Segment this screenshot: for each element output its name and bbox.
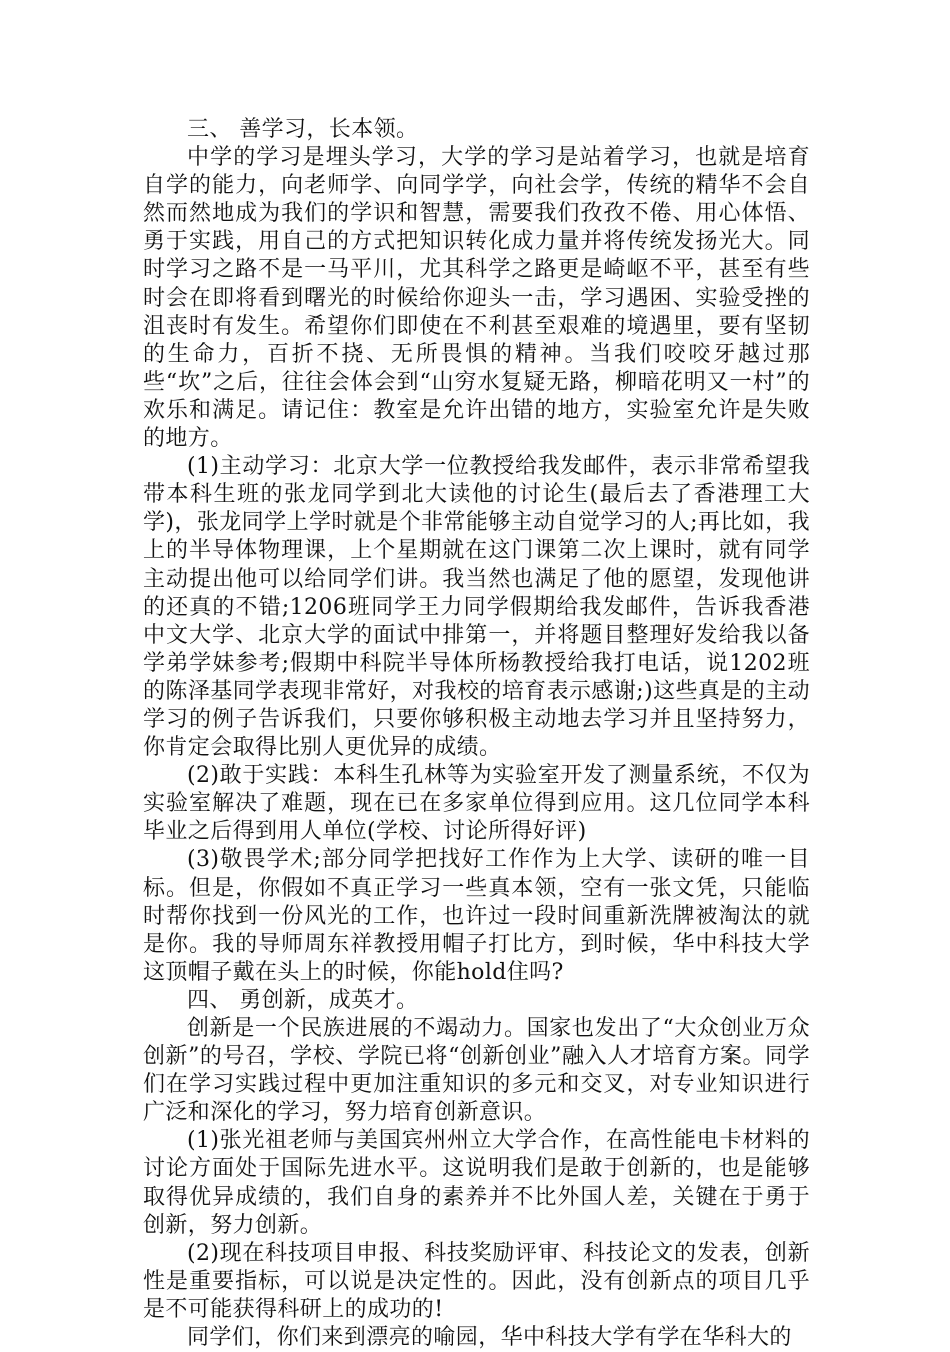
paragraph-practice: (2)敢于实践：本科生孔林等为实验室开发了测量系统，不仅为实验室解决了难题，现在已在多家单位得到应用。这几位同学本科毕业之后得到用人单位(学校、讨论所得好评) bbox=[143, 763, 810, 845]
section-heading-3: 三、 善学习，长本领。 bbox=[187, 117, 419, 142]
document-page bbox=[143, 116, 810, 1352]
paragraph-active-learning: (1)主动学习：北京大学一位教授给我发邮件，表示非常希望我带本科生班的张龙同学到北大读他的讨论生(最后去了香港理工大学)，张龙同学上学时就是个非常能够主动自觉学习的人;再比如，我上的半导体物理课，上个星期就在这门课第二次上课时，就有同学主动提出他可以给同学们讲。我当然也满足了他的愿望，发现他讲的还真的不错;1206班同学王力同学假期给我发邮件，告诉我香港中文大学、北京大学的面试中排第一，并将题目整理好发给我以备学弟学妹参考;假期中科院半导体所杨教授给我打电话，说1202班的陈泽基同学表现非常好，对我校的培育表示感谢;)这些真是的主动学习的例子告诉我们，只要你够积极主动地去学习并且坚持努力，你肯定会取得比别人更优异的成绩。 bbox=[143, 454, 810, 761]
paragraph-study-intro: 中学的学习是埋头学习，大学的学习是站着学习，也就是培育自学的能力，向老师学、向同学学，向社会学，传统的精华不会自然而然地成为我们的学识和智慧，需要我们孜孜不倦、用心体悟、勇于实践，用自己的方式把知识转化成力量并将传统发扬光大。同时学习之路不是一马平川，尤其科学之路更是崎岖不平，甚至有些时会在即将看到曙光的时候给你迎头一击，学习遇困、实验受挫的沮丧时有发生。希望你们即使在不利甚至艰难的境遇里，要有坚韧的生命力，百折不挠、无所畏惧的精神。当我们咬咬牙越过那些“坎”之后，往往会体会到“山穷水复疑无路，柳暗花明又一村”的欢乐和满足。请记住：教室是允许出错的地方，实验室允许是失败的地方。 bbox=[143, 145, 810, 452]
paragraph-innovation-example-1: (1)张光祖老师与美国宾州州立大学合作，在高性能电卡材料的讨论方面处于国际先进水平。这说明我们是敢于创新的，也是能够取得优异成绩的，我们自身的素养并不比外国人差，关键在于勇于创新，努力创新。 bbox=[143, 1128, 810, 1238]
paragraph-respect-academics: (3)敬畏学术;部分同学把找好工作作为上大学、读研的唯一目标。但是，你假如不真正学习一些真本领，空有一张文凭，只能临时帮你找到一份风光的工作，也许过一段时间重新洗牌被淘汰的就是你。我的导师周东祥教授用帽子打比方，到时候，华中科技大学这顶帽子戴在头上的时候，你能hold住吗? bbox=[143, 847, 810, 985]
paragraph-innovation-example-2: (2)现在科技项目申报、科技奖励评审、科技论文的发表，创新性是重要指标，可以说是决定性的。因此，没有创新点的项目几乎是不可能获得科研上的成功的! bbox=[143, 1240, 810, 1322]
paragraph-closing: 同学们，你们来到漂亮的喻园，华中科技大学有学在华科大的 bbox=[187, 1325, 792, 1351]
section-heading-4: 四、 勇创新，成英才。 bbox=[187, 987, 419, 1013]
paragraph-innovation-intro: 创新是一个民族进展的不竭动力。国家也发出了“大众创业万众创新”的号召，学校、学院已将“创新创业”融入人才培育方案。同学们在学习实践过程中更加注重知识的多元和交叉，对专业知识进行广泛和深化的学习，努力培育创新意识。 bbox=[143, 1016, 810, 1126]
